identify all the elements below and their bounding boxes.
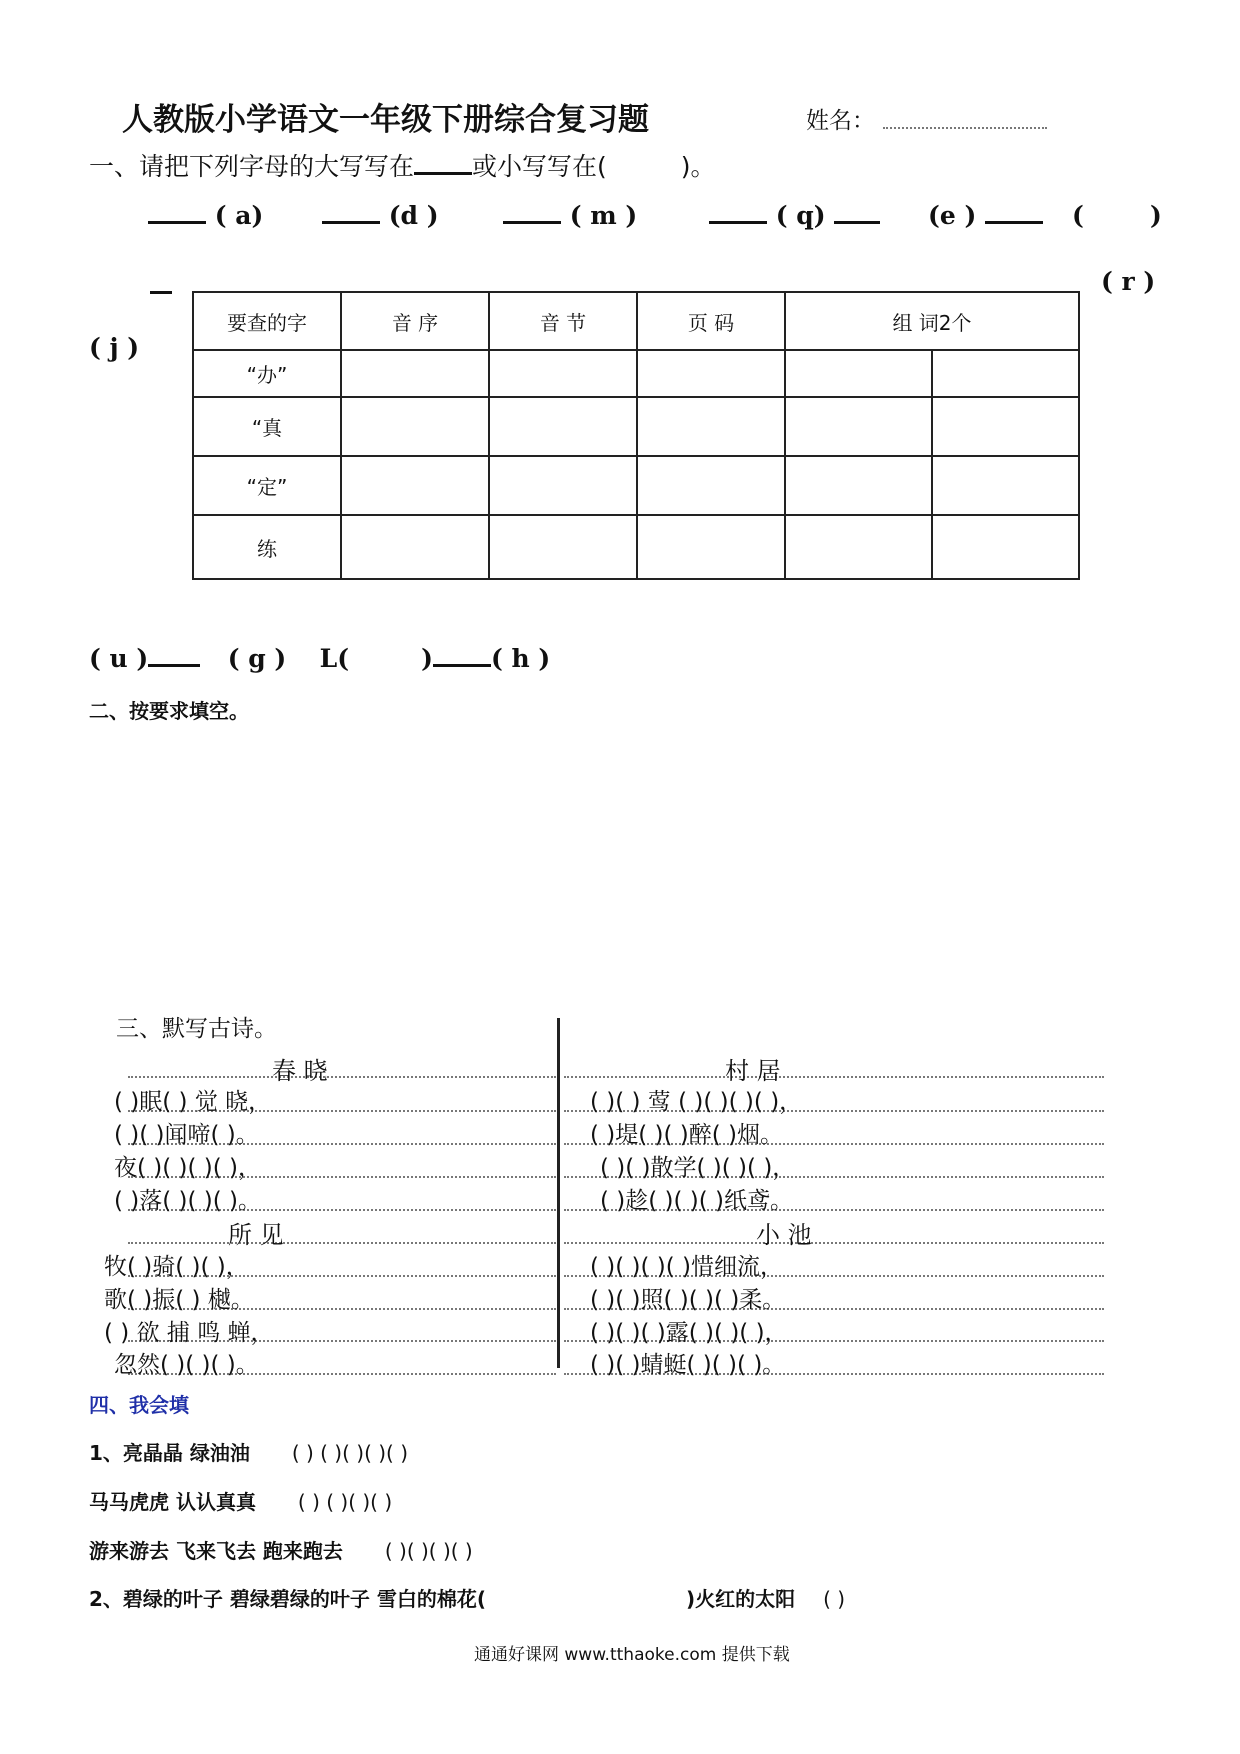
close-paren: ) [421, 644, 433, 673]
table-cell[interactable] [785, 350, 932, 397]
section1-heading-part-a: 一、请把下列字母的大写写在 [89, 152, 415, 181]
poem-title-xiaochi: 小 池 [756, 1221, 812, 1249]
letter-L: L( [319, 644, 350, 673]
answer-blank[interactable] [709, 220, 767, 224]
table-cell[interactable] [489, 397, 637, 456]
poem-line: 夜( )( )( )( )， [114, 1155, 262, 1181]
guide-line [128, 1076, 556, 1078]
table-cell[interactable] [637, 350, 785, 397]
poem-line: ( )趁( )( )( )纸鸢。 [600, 1188, 794, 1214]
poem-line: ( )( )散学( )( )( )， [600, 1155, 796, 1181]
guide-line [564, 1076, 1104, 1078]
poem-title-suojian: 所 见 [228, 1221, 284, 1249]
table-cell[interactable] [489, 350, 637, 397]
table-cell[interactable] [785, 397, 932, 456]
table-cell[interactable] [932, 397, 1079, 456]
table-cell[interactable] [489, 456, 637, 515]
fill-label: 1、亮晶晶 绿油油 [89, 1441, 250, 1465]
poem-line: ( )眠( ) 觉 晓， [114, 1089, 272, 1115]
letter-g: ( g ) [227, 644, 287, 673]
table-cell[interactable] [932, 350, 1079, 397]
letter-item-r: ( r ) [1101, 267, 1156, 296]
answer-blank[interactable] [503, 220, 561, 224]
table-cell[interactable] [489, 515, 637, 579]
fill-line-4 [89, 1583, 845, 1612]
table-header: 页 码 [637, 292, 785, 350]
letter-item-blank-close [1150, 201, 1162, 230]
fill-label: 2、碧绿的叶子 碧绿碧绿的叶子 雪白的棉花( [89, 1587, 486, 1611]
letter-item-j: ( j ) [89, 333, 140, 362]
letter-h: ( h ) [490, 644, 551, 673]
letter-d: (d ) [388, 201, 439, 230]
table-header: 音 序 [341, 292, 489, 350]
close-paren: ) [1150, 201, 1162, 230]
answer-blank[interactable] [834, 220, 880, 224]
footer-text: 通通好课网 www.tthaoke.com 提供下载 [474, 1645, 790, 1665]
letter-item-d [322, 201, 439, 230]
table-cell[interactable] [932, 515, 1079, 579]
table-row-char: 练 [193, 515, 341, 579]
table-cell[interactable] [637, 515, 785, 579]
poem-line: 忽然( )( )( )。 [114, 1352, 259, 1378]
poem-divider [557, 1018, 560, 1368]
fill-blanks[interactable]: ( ) ( )( )( )( ) [291, 1441, 408, 1465]
letter-row-3 [89, 644, 550, 673]
poem-line: ( )( )蜻蜓( )( )( )。 [590, 1352, 786, 1378]
open-paren: ( [1072, 201, 1084, 230]
poem-title-cunju: 村 居 [725, 1057, 781, 1085]
heading-blank [414, 171, 472, 175]
poem-line: ( ) 欲 捕 鸣 蝉， [104, 1320, 274, 1346]
dictionary-table [192, 291, 1080, 580]
poem-line: ( )落( )( )( )。 [114, 1188, 262, 1214]
table-cell[interactable] [341, 350, 489, 397]
letter-e: (e ) [928, 201, 977, 230]
fill-line-3 [89, 1535, 473, 1564]
letter-item-m [503, 201, 637, 230]
table-cell[interactable] [341, 456, 489, 515]
fill-label: 马马虎虎 认认真真 [89, 1490, 256, 1514]
answer-blank[interactable] [433, 663, 491, 667]
fill-blanks[interactable]: ( ) [823, 1587, 846, 1611]
answer-blank[interactable] [150, 291, 172, 294]
letter-q: ( q) [775, 201, 826, 230]
table-row-char: “办” [193, 350, 341, 397]
fill-blanks[interactable]: ( )( )( )( ) [384, 1539, 473, 1563]
answer-blank[interactable] [148, 663, 200, 667]
poem-line: ( )堤( )( )醉( )烟。 [590, 1122, 784, 1148]
page-title: 人教版小学语文一年级下册综合复习题 [122, 102, 649, 138]
guide-line [564, 1242, 1104, 1244]
section1-heading [89, 147, 716, 183]
table-row-char: “定” [193, 456, 341, 515]
letter-item-blank [1072, 201, 1084, 230]
fill-line-1 [89, 1437, 408, 1466]
table-cell[interactable] [785, 515, 932, 579]
poem-line: ( )( )照( )( )( )柔。 [590, 1287, 786, 1313]
letter-item-a [148, 201, 263, 230]
poem-line: ( )( )闻啼( )。 [114, 1122, 259, 1148]
poem-line: 牧( )骑( )( )， [104, 1254, 249, 1280]
section4-heading: 四、我会填 [89, 1393, 189, 1417]
fill-line-2 [89, 1486, 392, 1515]
letter-item-q [709, 201, 880, 230]
letter-item-e [928, 201, 1043, 230]
fill-blanks[interactable]: ( ) ( )( )( ) [297, 1490, 393, 1514]
table-cell[interactable] [341, 397, 489, 456]
section1-heading-part-c: )。 [680, 152, 716, 181]
answer-blank[interactable] [322, 220, 380, 224]
section2-heading: 二、按要求填空。 [89, 699, 249, 723]
guide-line [128, 1242, 556, 1244]
answer-blank[interactable] [148, 220, 206, 224]
answer-blank[interactable] [985, 220, 1043, 224]
poem-line: ( )( ) 莺 ( )( )( )( )， [590, 1089, 803, 1115]
table-header: 音 节 [489, 292, 637, 350]
poem-line: ( )( )( )露( )( )( )， [590, 1320, 788, 1346]
poem-title-chunxiao: 春 晓 [272, 1057, 328, 1085]
table-row-char: “真 [193, 397, 341, 456]
section1-heading-part-b: 或小写写在( [472, 152, 607, 181]
table-cell[interactable] [785, 456, 932, 515]
letter-m: ( m ) [569, 201, 638, 230]
fill-label: )火红的太阳 [685, 1587, 796, 1611]
table-cell[interactable] [637, 456, 785, 515]
table-cell[interactable] [637, 397, 785, 456]
table-cell[interactable] [341, 515, 489, 579]
name-label: 姓名： [806, 108, 875, 134]
letter-u: ( u ) [89, 644, 149, 673]
poem-line: ( )( )( )( )惜细流， [590, 1254, 784, 1280]
letter-a: ( a) [214, 201, 264, 230]
table-header: 组 词2个 [785, 292, 1079, 350]
table-cell[interactable] [932, 456, 1079, 515]
name-field[interactable] [883, 127, 1047, 129]
table-header: 要查的字 [193, 292, 341, 350]
poem-line: 歌( )振( ) 樾。 [104, 1287, 254, 1313]
fill-label: 游来游去 飞来飞去 跑来跑去 [89, 1539, 343, 1563]
section3-heading: 三、默写古诗。 [116, 1016, 277, 1042]
